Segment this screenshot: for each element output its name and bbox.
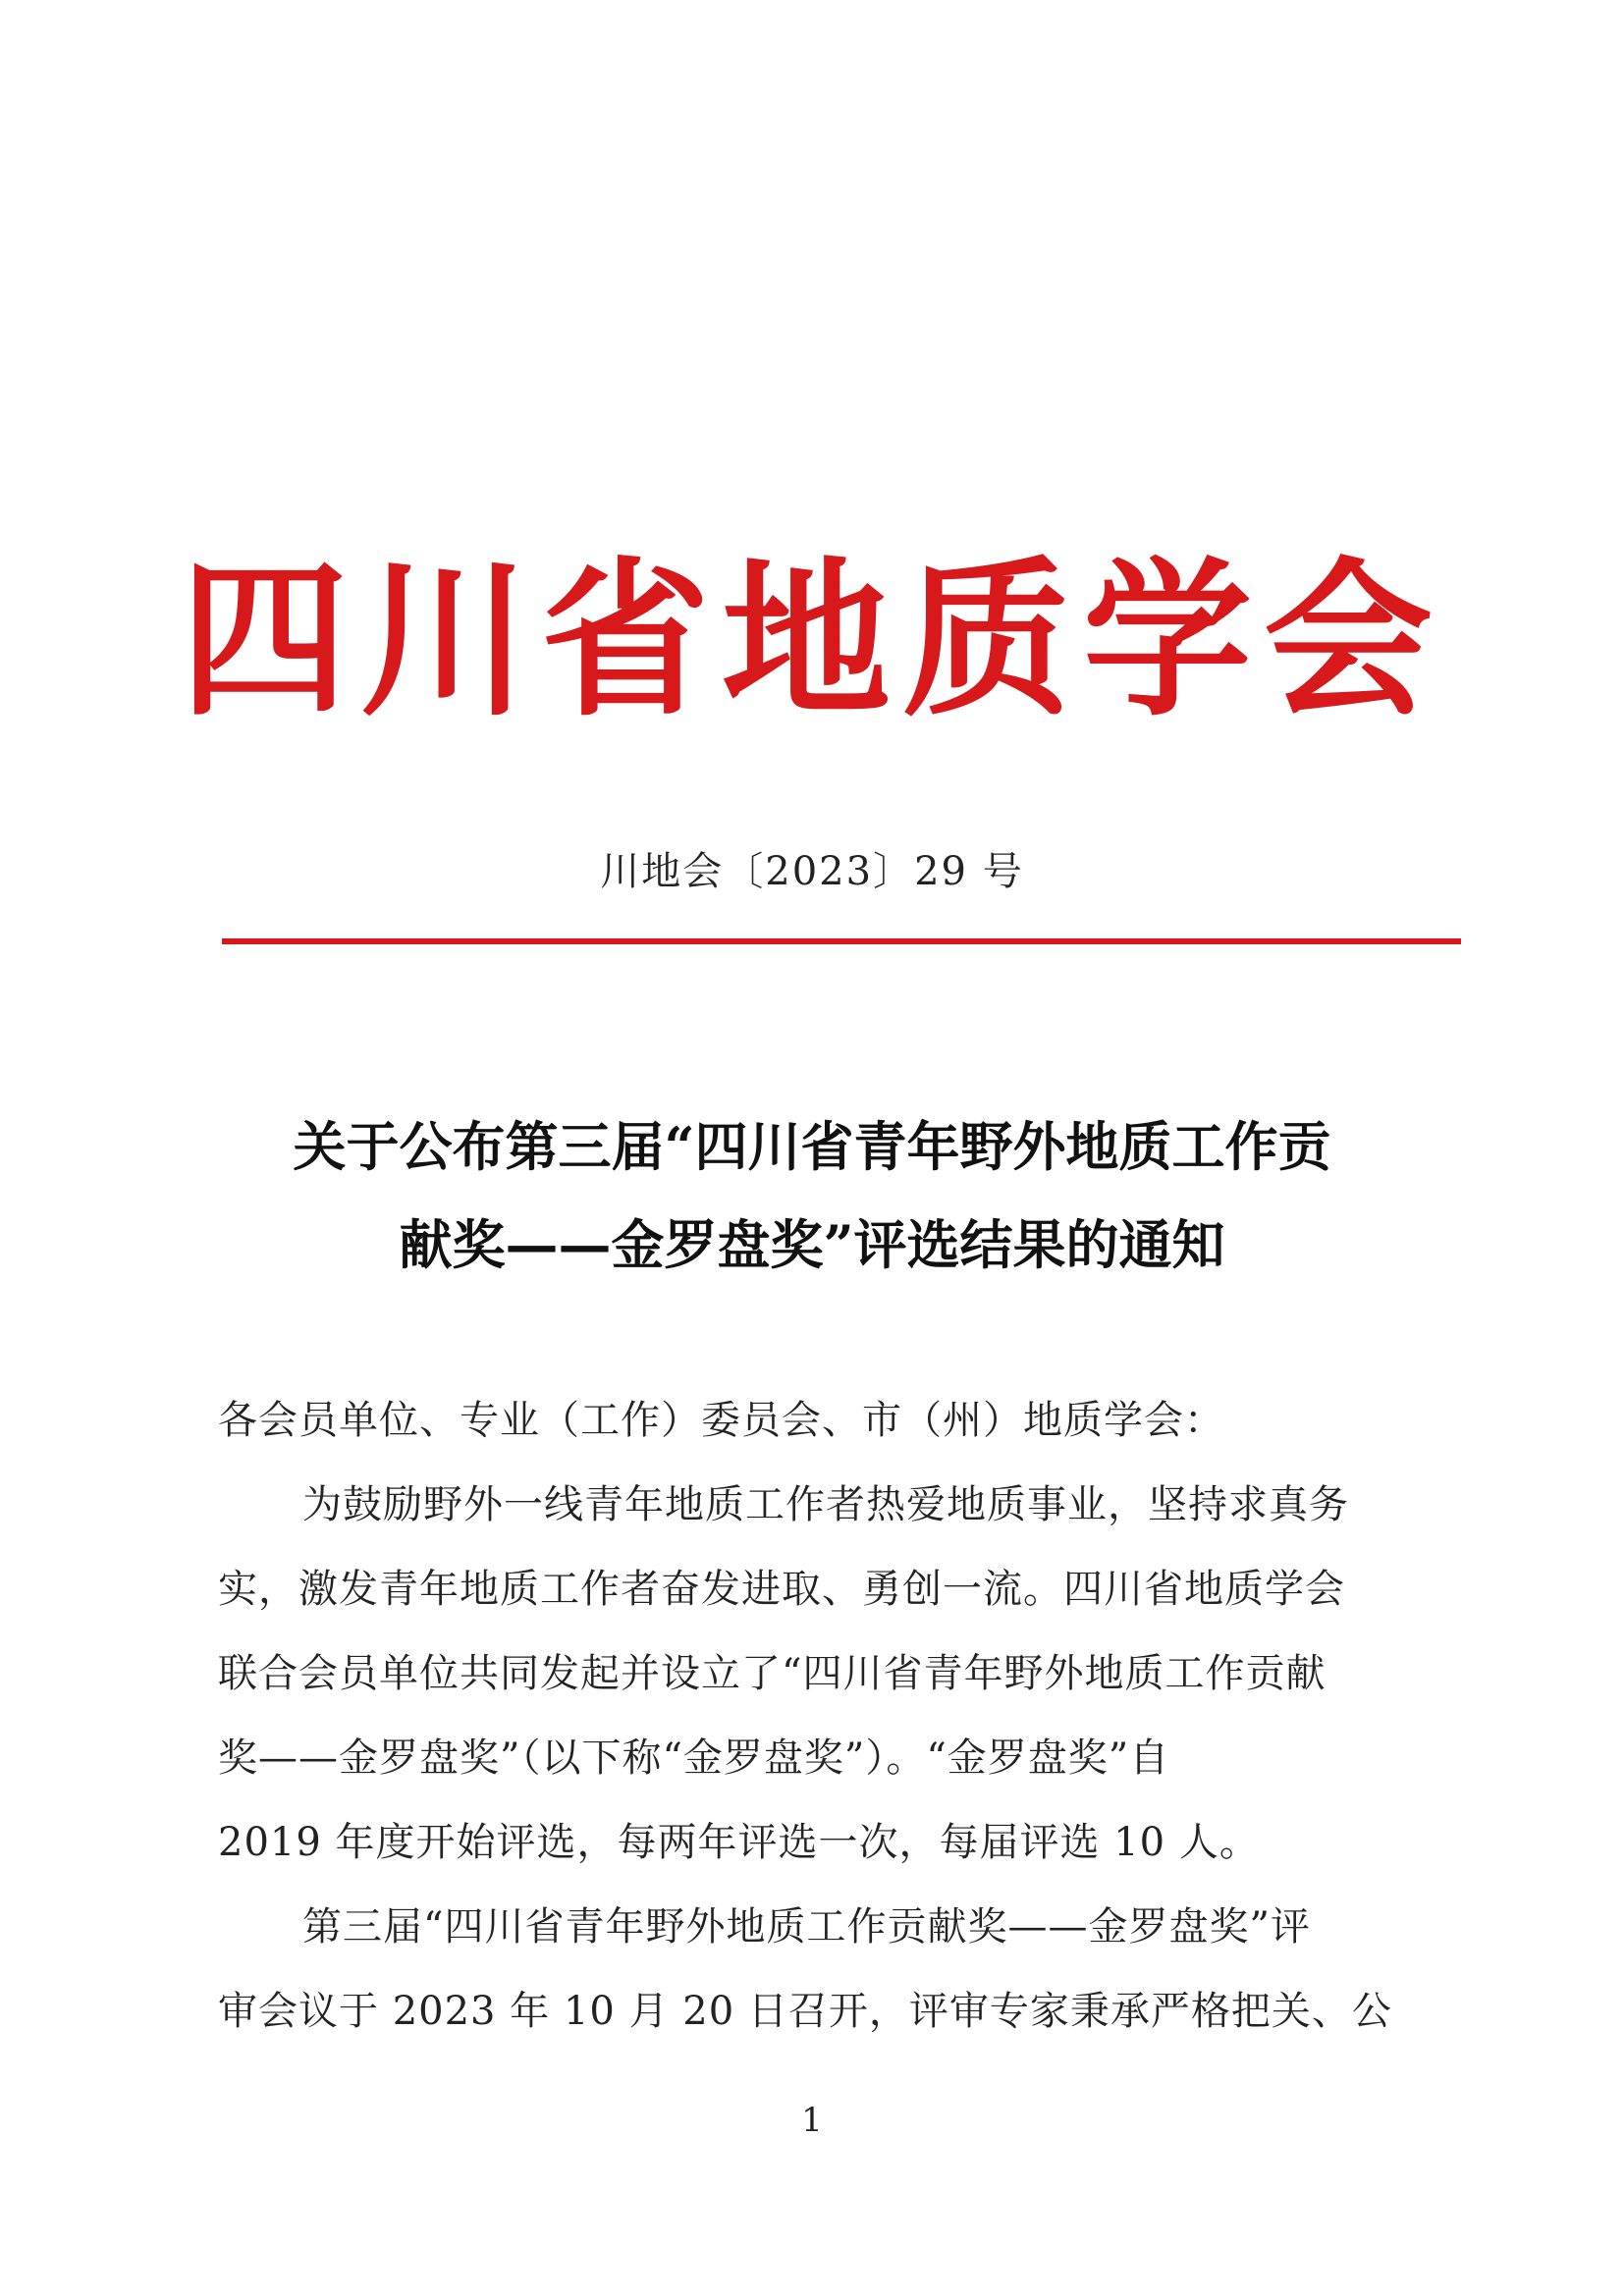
paragraph-2-line-1: 第三届“四川省青年野外地质工作贡献奖——金罗盘奖”评 (302, 1904, 1311, 1949)
title-line-1: 关于公布第三届“四川省青年野外地质工作贡 (293, 1115, 1331, 1178)
document-body (218, 1378, 1422, 2054)
paragraph-1-line-2: 实，激发青年地质工作者奋发进取、勇创一流。四川省地质学会 (218, 1567, 1345, 1612)
document-number: 川地会〔2023〕29 号 (600, 849, 1024, 894)
paragraph-2-line-2: 审会议于 2023 年 10 月 20 日召开，评审专家秉承严格把关、公 (218, 1989, 1392, 2034)
paragraph-1-line-1: 为鼓励野外一线青年地质工作者热爱地质事业，坚持求真务 (302, 1482, 1349, 1527)
title-line-2: 献奖——金罗盘奖”评选结果的通知 (399, 1213, 1225, 1276)
page-number: 1 (801, 2101, 823, 2140)
document-title (196, 1097, 1428, 1294)
paragraph-1-line-3: 联合会员单位共同发起并设立了“四川省青年野外地质工作贡献 (218, 1651, 1326, 1696)
header-divider (222, 938, 1461, 944)
paragraph-1-line-4: 奖——金罗盘奖”（以下称“金罗盘奖”）。“金罗盘奖”自 (218, 1735, 1170, 1781)
paragraph-1-line-5: 2019 年度开始评选，每两年评选一次，每届评选 10 人。 (218, 1820, 1260, 1865)
salutation: 各会员单位、专业（工作）委员会、市（州）地质学会： (218, 1398, 1224, 1443)
organization-name: 四川省地质学会 (180, 542, 1444, 739)
